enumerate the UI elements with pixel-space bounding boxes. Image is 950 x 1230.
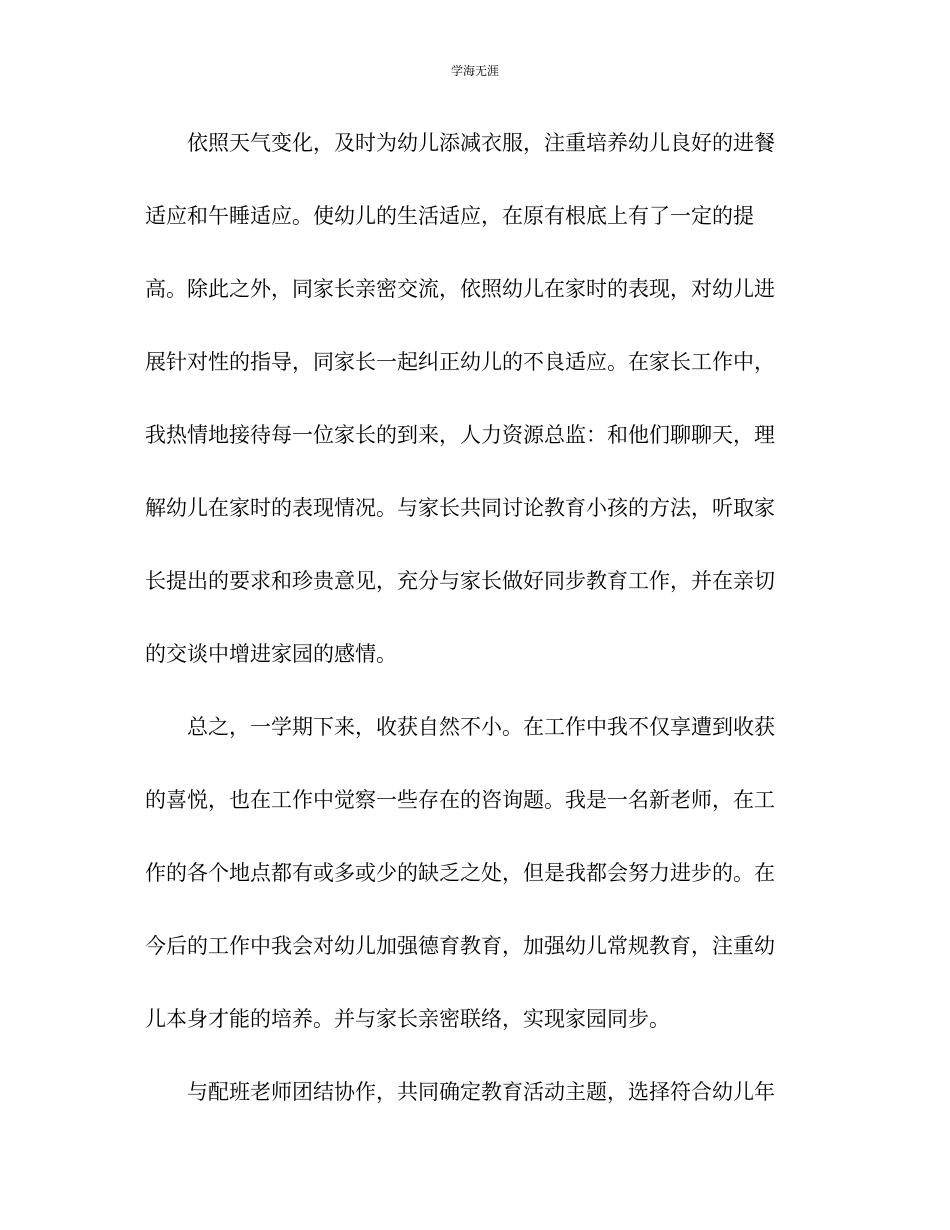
paragraph-1-line-5: 我热情地接待每一位家长的到来，人力资源总监：和他们聊聊天，理	[145, 423, 775, 447]
paragraph-2-line-2: 的喜悦，也在工作中觉察一些存在的咨询题。我是一名新老师，在工	[145, 788, 775, 812]
paragraph-1-line-6: 解幼儿在家时的表现情况。与家长共同讨论教育小孩的方法，听取家	[145, 496, 775, 520]
paragraph-1-line-8: 的交谈中增进家园的感情。	[145, 642, 397, 666]
page-header: 学海无涯	[450, 64, 499, 78]
paragraph-2-line-5: 儿本身才能的培养。并与家长亲密联络，实现家园同步。	[145, 1007, 670, 1031]
paragraph-2-line-4: 今后的工作中我会对幼儿加强德育教育，加强幼儿常规教育，注重幼	[145, 934, 775, 958]
paragraph-1-line-1: 依照天气变化，及时为幼儿添减衣服，注重培养幼儿良好的进餐	[187, 131, 775, 155]
paragraph-1-line-4: 展针对性的指导，同家长一起纠正幼儿的不良适应。在家长工作中，	[145, 350, 775, 374]
paragraph-1-line-2: 适应和午睡适应。使幼儿的生活适应，在原有根底上有了一定的提	[145, 204, 754, 228]
paragraph-1-line-3: 高。除此之外，同家长亲密交流，依照幼儿在家时的表现，对幼儿进	[145, 277, 775, 301]
paragraph-2-line-3: 作的各个地点都有或多或少的缺乏之处，但是我都会努力进步的。在	[145, 861, 775, 885]
paragraph-1-line-7: 长提出的要求和珍贵意见，充分与家长做好同步教育工作，并在亲切	[145, 569, 775, 593]
paragraph-3-line-1: 与配班老师团结协作，共同确定教育活动主题，选择符合幼儿年	[187, 1080, 775, 1104]
paragraph-2-line-1: 总之，一学期下来，收获自然不小。在工作中我不仅享遭到收获	[187, 715, 775, 739]
